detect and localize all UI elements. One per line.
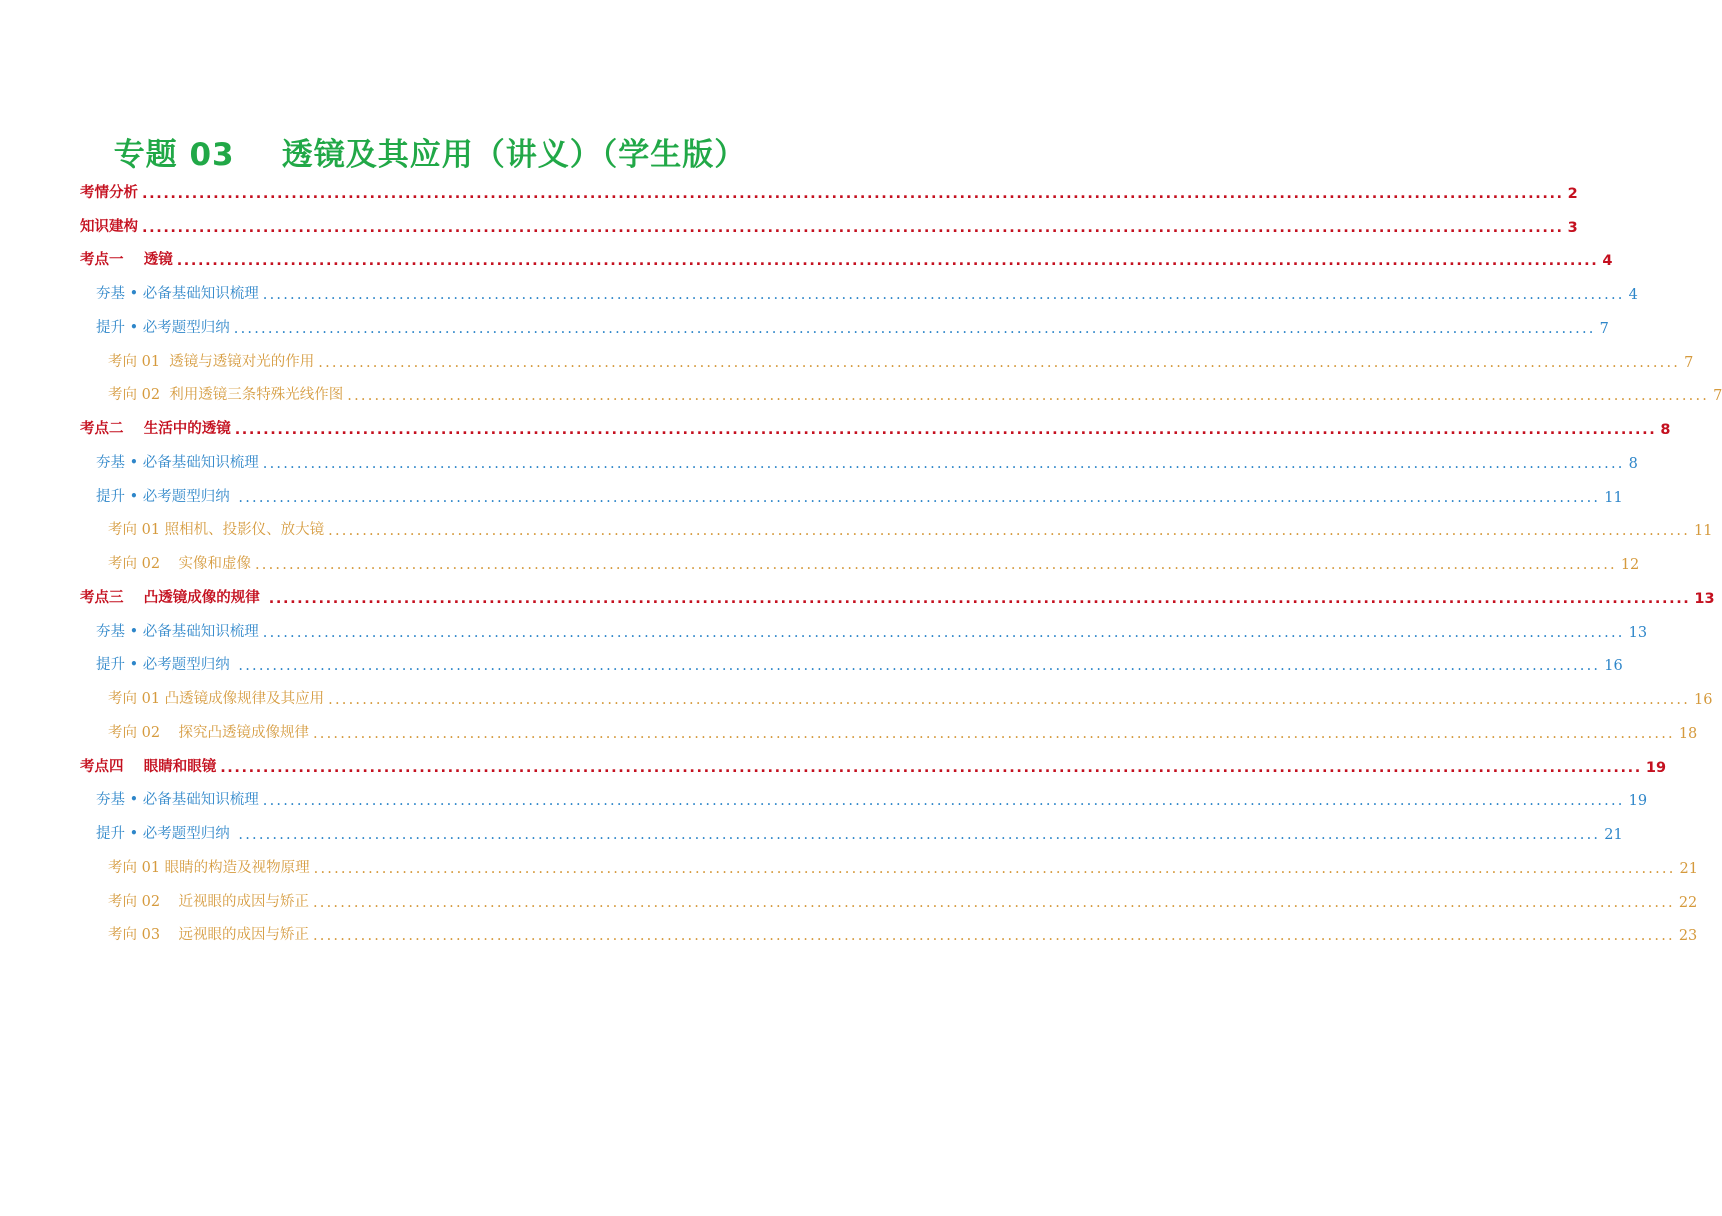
- toc-leader-dots: ........................................................................................................................................................................................................: [142, 219, 1564, 236]
- toc-entry-level1[interactable]: [0, 168, 1578, 202]
- toc-leader-dots: ........................................................................................................................................................................................................: [328, 692, 1690, 708]
- toc-entry-page-number: 21: [1604, 827, 1623, 843]
- toc-leader-dots: ........................................................................................................................................................................................................: [268, 590, 1691, 607]
- toc-entry-level2[interactable]: [0, 809, 1623, 843]
- toc-entry-label: 考点二 生活中的透镜: [80, 421, 231, 437]
- toc-leader-dots: ........................................................................................................................................................................................................: [220, 759, 1642, 776]
- toc-entry-label: 提升 • 必考题型归纳: [96, 826, 235, 842]
- toc-entry-page-number: 13: [1694, 590, 1715, 607]
- document-title: 专题 03 透镜及其应用（讲义）（学生版）: [113, 136, 747, 173]
- toc-entry-label: 知识建构: [80, 218, 138, 235]
- toc-entry-level2[interactable]: [0, 607, 1648, 641]
- toc-entry-label: 夯基 • 必备基础知识梳理: [96, 286, 259, 302]
- toc-entry-page-number: 11: [1604, 489, 1623, 506]
- toc-entry-level2[interactable]: [0, 776, 1648, 810]
- toc-leader-dots: ........................................................................................................................................................................................................: [262, 624, 1625, 641]
- toc-leader-dots: ........................................................................................................................................................................................................: [328, 523, 1690, 540]
- toc-leader-dots: ........................................................................................................................................................................................................: [238, 658, 1601, 675]
- toc-leader-dots: ........................................................................................................................................................................................................: [176, 253, 1599, 270]
- toc-entry-page-number: 3: [1567, 219, 1578, 236]
- toc-leader-dots: ........................................................................................................................................................................................................: [255, 557, 1617, 573]
- table-of-contents: [0, 168, 1722, 945]
- toc-entry-page-number: 18: [1678, 725, 1698, 742]
- toc-entry-page-number: 13: [1628, 624, 1648, 641]
- toc-entry-page-number: 22: [1678, 894, 1698, 911]
- toc-leader-dots: ........................................................................................................................................................................................................: [238, 489, 1601, 506]
- toc-entry-label: 考向 01 照相机、投影仪、放大镜: [108, 522, 325, 539]
- toc-entry-level3[interactable]: [0, 337, 1694, 371]
- toc-entry-page-number: 23: [1678, 928, 1698, 945]
- toc-entry-label: 考点一 透镜: [80, 252, 173, 269]
- toc-entry-page-number: 7: [1684, 354, 1694, 371]
- toc-entry-label: 夯基 • 必备基础知识梳理: [96, 454, 259, 471]
- toc-entry-label: 考向 02 探究凸透镜成像规律: [108, 724, 309, 741]
- toc-entry-label: 考向 02 近视眼的成因与矫正: [108, 893, 309, 910]
- toc-entry-label: 考向 01 透镜与透镜对光的作用: [108, 353, 315, 370]
- toc-leader-dots: ........................................................................................................................................................................................................: [262, 455, 1625, 472]
- toc-entry-page-number: 16: [1604, 658, 1623, 675]
- toc-entry-page-number: 4: [1628, 287, 1638, 303]
- toc-entry-page-number: 7: [1713, 388, 1722, 405]
- toc-entry-level3[interactable]: [0, 843, 1698, 877]
- toc-entry-label: 提升 • 必考题型归纳: [96, 319, 230, 336]
- toc-entry-label: 考向 02 实像和虚像: [108, 556, 251, 572]
- toc-entry-label: 夯基 • 必备基础知识梳理: [96, 792, 259, 809]
- toc-entry-page-number: 2: [1567, 185, 1578, 202]
- toc-entry-page-number: 11: [1694, 523, 1713, 540]
- toc-entry-label: 考向 01 凸透镜成像规律及其应用: [108, 691, 325, 707]
- toc-entry-level1[interactable]: [0, 573, 1715, 607]
- toc-entry-label: 提升 • 必考题型归纳: [96, 657, 235, 674]
- toc-entry-page-number: 4: [1602, 253, 1613, 270]
- toc-leader-dots: ........................................................................................................................................................................................................: [313, 860, 1676, 877]
- toc-leader-dots: ........................................................................................................................................................................................................: [313, 894, 1675, 911]
- toc-leader-dots: ........................................................................................................................................................................................................: [318, 354, 1681, 371]
- toc-entry-label: 考向 02 利用透镜三条特殊光线作图: [108, 387, 344, 404]
- toc-leader-dots: ........................................................................................................................................................................................................: [313, 928, 1675, 945]
- toc-entry-level3[interactable]: [0, 877, 1698, 911]
- toc-leader-dots: ........................................................................................................................................................................................................: [313, 725, 1675, 742]
- toc-entry-label: 考向 03 远视眼的成因与矫正: [108, 927, 309, 944]
- toc-entry-page-number: 8: [1660, 422, 1671, 438]
- toc-entry-label: 考向 01 眼睛的构造及视物原理: [108, 859, 310, 876]
- toc-leader-dots: ........................................................................................................................................................................................................: [142, 185, 1564, 202]
- toc-entry-page-number: 19: [1645, 759, 1667, 776]
- toc-entry-level1[interactable]: [0, 202, 1578, 236]
- toc-entry-level1[interactable]: [0, 236, 1613, 270]
- toc-leader-dots: ........................................................................................................................................................................................................: [262, 793, 1625, 810]
- toc-entry-level2[interactable]: [0, 303, 1609, 337]
- toc-entry-page-number: 7: [1599, 320, 1609, 337]
- toc-entry-level3[interactable]: [0, 371, 1722, 405]
- toc-entry-level2[interactable]: [0, 269, 1638, 303]
- toc-leader-dots: ........................................................................................................................................................................................................: [233, 320, 1596, 337]
- toc-entry-page-number: 12: [1620, 557, 1640, 573]
- toc-leader-dots: ........................................................................................................................................................................................................: [238, 827, 1601, 843]
- toc-entry-level3[interactable]: [0, 506, 1713, 540]
- toc-entry-label: 提升 • 必考题型归纳: [96, 488, 235, 505]
- toc-entry-label: 夯基 • 必备基础知识梳理: [96, 623, 259, 640]
- toc-entry-page-number: 19: [1628, 793, 1648, 810]
- toc-entry-page-number: 21: [1679, 860, 1698, 877]
- toc-leader-dots: ........................................................................................................................................................................................................: [347, 388, 1710, 405]
- toc-entry-level3[interactable]: [0, 911, 1698, 945]
- toc-entry-level2[interactable]: [0, 472, 1623, 506]
- toc-entry-level1[interactable]: [0, 404, 1671, 438]
- toc-entry-level3[interactable]: [0, 539, 1640, 573]
- toc-entry-label: 考情分析: [80, 184, 138, 201]
- toc-entry-page-number: 8: [1628, 455, 1638, 472]
- toc-entry-level3[interactable]: [0, 708, 1698, 742]
- toc-leader-dots: ........................................................................................................................................................................................................: [234, 422, 1657, 438]
- toc-entry-level2[interactable]: [0, 438, 1638, 472]
- toc-entry-label: 考点四 眼睛和眼镜: [80, 758, 217, 775]
- toc-entry-label: 考点三 凸透镜成像的规律: [80, 589, 265, 606]
- toc-leader-dots: ........................................................................................................................................................................................................: [262, 287, 1625, 303]
- toc-entry-level2[interactable]: [0, 641, 1623, 675]
- toc-entry-page-number: 16: [1694, 692, 1713, 708]
- toc-entry-level3[interactable]: [0, 674, 1713, 708]
- toc-entry-level1[interactable]: [0, 742, 1667, 776]
